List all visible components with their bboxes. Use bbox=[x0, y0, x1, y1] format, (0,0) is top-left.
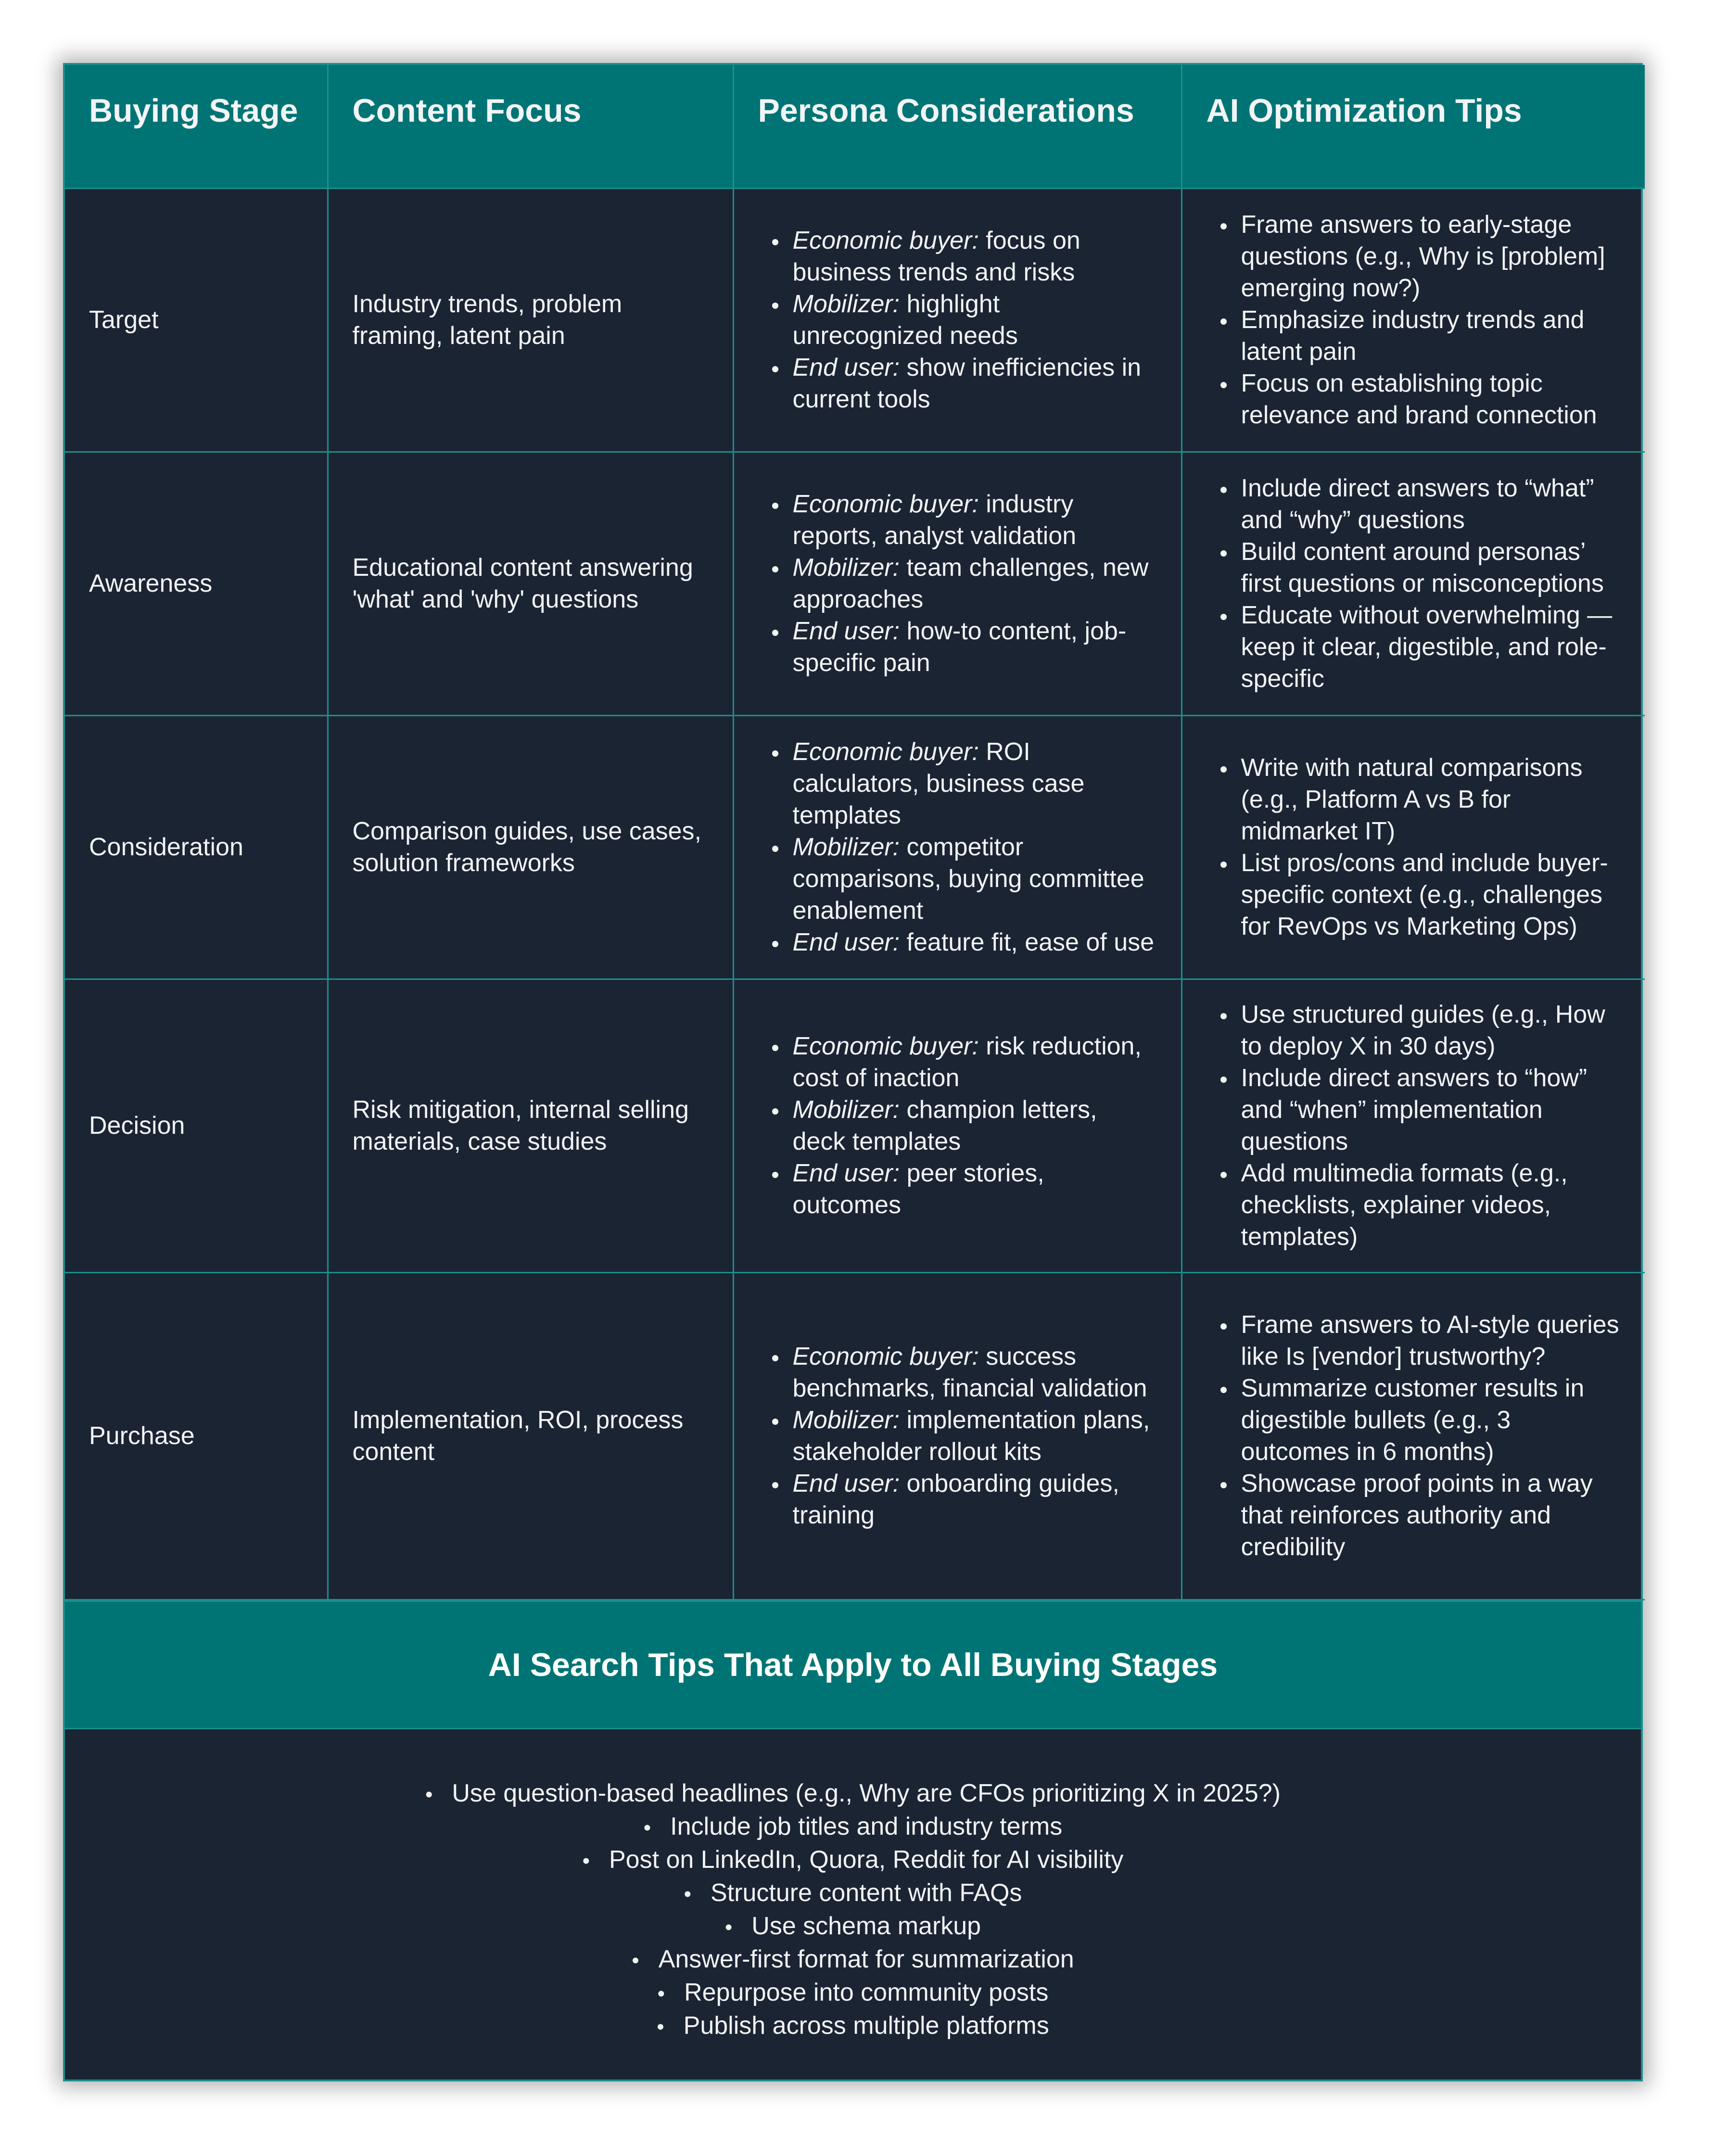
content-focus: Risk mitigation, internal selling materials, case studies bbox=[328, 979, 733, 1272]
table-row-awareness bbox=[65, 452, 1645, 715]
all-stages-heading bbox=[65, 1600, 1641, 1729]
tip-item: • Frame answers to AI-style queries like Is [vendor] trustworthy? bbox=[1236, 1309, 1621, 1372]
content-focus: Comparison guides, use cases, solution frameworks bbox=[328, 715, 733, 979]
tip-item: • Include direct answers to “how” and “when” implementation questions bbox=[1236, 1062, 1621, 1157]
content-focus: Implementation, ROI, process content bbox=[328, 1272, 733, 1599]
tip-item: • Use structured guides (e.g., How to deploy X in 30 days) bbox=[1236, 999, 1621, 1062]
persona-item: • End user: feature fit, ease of use bbox=[788, 926, 1157, 958]
all-stages-tip: • Include job titles and industry terms bbox=[425, 1811, 1281, 1844]
persona-item: • End user: peer stories, outcomes bbox=[788, 1157, 1157, 1221]
persona-considerations bbox=[733, 715, 1181, 979]
ai-optimization-tips bbox=[1181, 1272, 1645, 1599]
tip-item: • Include direct answers to “what” and “why” questions bbox=[1236, 472, 1621, 536]
tip-item: • Emphasize industry trends and latent pain bbox=[1236, 304, 1621, 368]
persona-item: • Economic buyer: success benchmarks, financial validation bbox=[788, 1341, 1157, 1404]
persona-considerations bbox=[733, 1272, 1181, 1599]
ai-optimization-tips bbox=[1181, 188, 1645, 452]
table-row-target bbox=[65, 188, 1645, 452]
persona-considerations bbox=[733, 188, 1181, 452]
stage-name: Consideration bbox=[65, 715, 328, 979]
buying-stage-table bbox=[65, 65, 1645, 1600]
all-stages-tip: • Post on LinkedIn, Quora, Reddit for AI visibility bbox=[425, 1844, 1281, 1877]
all-stages-tips bbox=[65, 1729, 1641, 2043]
stage-name: Awareness bbox=[65, 452, 328, 715]
stage-name: Purchase bbox=[65, 1272, 328, 1599]
all-stages-title: AI Search Tips That Apply to All Buying Stages bbox=[488, 1646, 1218, 1683]
all-stages-tip: • Use question-based headlines (e.g., Why are CFOs prioritizing X in 2025?) bbox=[425, 1777, 1281, 1811]
table-row-consideration bbox=[65, 715, 1645, 979]
tip-item: • Frame answers to early-stage questions (e.g., Why is [problem] emerging now?) bbox=[1236, 209, 1621, 304]
stage-name: Decision bbox=[65, 979, 328, 1272]
stage-name: Target bbox=[65, 188, 328, 452]
persona-item: • Economic buyer: industry reports, analyst validation bbox=[788, 488, 1157, 552]
persona-item: • End user: show inefficiencies in current tools bbox=[788, 352, 1157, 415]
buying-stage-table-card bbox=[63, 63, 1643, 2081]
persona-considerations bbox=[733, 979, 1181, 1272]
tip-item: • Showcase proof points in a way that reinforces authority and credibility bbox=[1236, 1468, 1621, 1563]
header-row bbox=[65, 65, 1645, 188]
header-persona-considerations: Persona Considerations bbox=[733, 65, 1181, 188]
all-stages-tip: • Use schema markup bbox=[425, 1910, 1281, 1943]
persona-item: • Economic buyer: risk reduction, cost of inaction bbox=[788, 1030, 1157, 1094]
persona-item: • Mobilizer: highlight unrecognized needs bbox=[788, 288, 1157, 352]
table-row-decision bbox=[65, 979, 1645, 1272]
ai-optimization-tips bbox=[1181, 715, 1645, 979]
all-stages-tip: • Answer-first format for summarization bbox=[425, 1943, 1281, 1977]
persona-item: • Economic buyer: focus on business trends and risks bbox=[788, 225, 1157, 288]
tip-item: • Write with natural comparisons (e.g., Platform A vs B for midmarket IT) bbox=[1236, 752, 1621, 847]
tip-item: • List pros/cons and include buyer-specific context (e.g., challenges for RevOps vs Marketing Ops) bbox=[1236, 847, 1621, 942]
persona-item: • Mobilizer: implementation plans, stakeholder rollout kits bbox=[788, 1404, 1157, 1468]
tip-item: • Add multimedia formats (e.g., checklists, explainer videos, templates) bbox=[1236, 1157, 1621, 1253]
all-stages-tip: • Structure content with FAQs bbox=[425, 1877, 1281, 1910]
header-content-focus: Content Focus bbox=[328, 65, 733, 188]
tip-item: • Educate without overwhelming — keep it clear, digestible, and role-specific bbox=[1236, 599, 1621, 695]
all-stages-tip: • Publish across multiple platforms bbox=[425, 2010, 1281, 2043]
ai-optimization-tips bbox=[1181, 452, 1645, 715]
persona-item: • End user: onboarding guides, training bbox=[788, 1468, 1157, 1531]
table-row-purchase bbox=[65, 1272, 1645, 1599]
content-focus: Educational content answering 'what' and 'why' questions bbox=[328, 452, 733, 715]
all-stages-tip: • Repurpose into community posts bbox=[425, 1977, 1281, 2010]
persona-considerations bbox=[733, 452, 1181, 715]
tip-item: • Summarize customer results in digestible bullets (e.g., 3 outcomes in 6 months) bbox=[1236, 1372, 1621, 1468]
header-ai-optimization-tips: AI Optimization Tips bbox=[1181, 65, 1645, 188]
content-focus: Industry trends, problem framing, latent pain bbox=[328, 188, 733, 452]
persona-item: • Mobilizer: team challenges, new approaches bbox=[788, 552, 1157, 615]
ai-optimization-tips bbox=[1181, 979, 1645, 1272]
tip-item: • Focus on establishing topic relevance and brand connection bbox=[1236, 368, 1621, 431]
persona-item: • End user: how-to content, job-specific pain bbox=[788, 615, 1157, 679]
persona-item: • Mobilizer: champion letters, deck templates bbox=[788, 1094, 1157, 1157]
tip-item: • Build content around personas’ first questions or misconceptions bbox=[1236, 536, 1621, 599]
header-buying-stage: Buying Stage bbox=[65, 65, 328, 188]
persona-item: • Mobilizer: competitor comparisons, buying committee enablement bbox=[788, 831, 1157, 926]
persona-item: • Economic buyer: ROI calculators, business case templates bbox=[788, 736, 1157, 831]
